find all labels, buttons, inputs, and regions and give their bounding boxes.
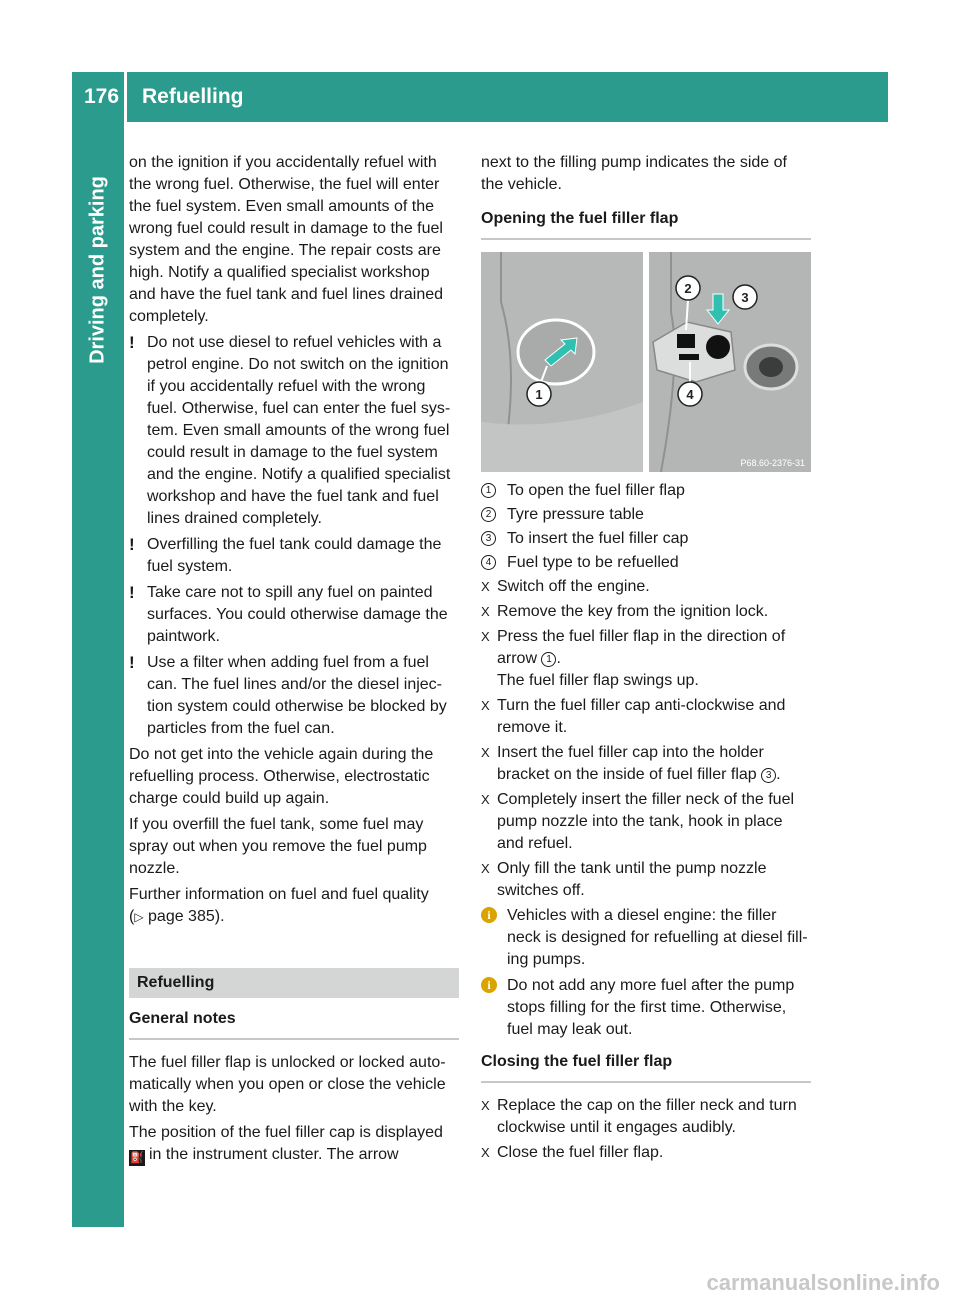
step-text: Remove the key from the ignition lock. [497, 603, 769, 620]
step-text: Completely insert the filler neck of the fuel pump nozzle into the tank, hook in place and refuel. [497, 791, 795, 852]
intro-paragraph: on the ignition if you accidentally refuel with the wrong fuel. Otherwise, the fuel will enter the fuel system. Even small amounts of the wrong fuel could result in damage to the fuel system and the engine. The repair costs are high. Notify a qualified specialist workshop and have the fuel tank and fuel lines drained completely. [129, 154, 444, 325]
legend-text: Fuel type to be refuelled [507, 554, 679, 571]
page-ref-arrow-icon: ▷ [134, 910, 144, 924]
step-text-end: . [776, 766, 781, 783]
step-marker-icon: X [481, 579, 490, 594]
warning-spill [129, 582, 459, 648]
step-item-nozzle [481, 789, 811, 855]
legend-text: To open the fuel filler flap [507, 482, 685, 499]
info-text: Vehicles with a diesel engine: the filler neck is designed for refuelling at diesel fill-ing pumps. [507, 907, 808, 968]
page-ref-open: ( [129, 908, 135, 925]
step-item [481, 1142, 811, 1164]
step-marker-icon: X [481, 861, 490, 876]
filler-neck-opening [759, 357, 783, 377]
callout-3: 3 [741, 290, 749, 305]
info-icon: i [481, 977, 497, 993]
info-text: Do not add any more fuel after the pump stops filling for the first time. Otherwise, fuel may leak out. [507, 977, 795, 1038]
warning-overfill [129, 534, 459, 578]
step-item [481, 576, 811, 598]
legend-item [481, 528, 811, 550]
step-text: Only fill the tank until the pump nozzle switches off. [497, 860, 767, 899]
watermark: carmanualsonline.info [706, 1270, 940, 1295]
step-item-press [481, 626, 811, 692]
fuel-type-label [679, 354, 699, 360]
page-header [72, 72, 888, 122]
step-text: Replace the cap on the filler neck and turn clockwise until it engages audibly. [497, 1097, 797, 1136]
legend-number: 2 [481, 507, 496, 522]
step-marker-icon: X [481, 698, 490, 713]
step-marker-icon: X [481, 604, 490, 619]
general-paragraph-2 [129, 1122, 459, 1166]
warning-text: Overfilling the fuel tank could damage the fuel system. [147, 536, 442, 575]
inline-callout-number: 1 [541, 652, 556, 667]
refuelling-heading: Refuelling [129, 968, 459, 998]
warning-icon: ! [129, 333, 135, 352]
info-icon: i [481, 907, 497, 923]
header-divider [124, 72, 127, 122]
step-marker-icon: X [481, 1145, 490, 1160]
page-ref-link[interactable]: page 385). [148, 908, 225, 925]
fuel-flap-illustration [481, 252, 811, 472]
page-number: 176 [84, 85, 120, 108]
warning-text: Use a filter when adding fuel from a fuel can. The fuel lines and/or the diesel injec-tion system could otherwise be blocked by particles from the fuel can. [147, 654, 447, 737]
general-paragraph-1: The fuel filler flap is unlocked or locked auto-matically when you open or close the vehicle with the key. [129, 1054, 446, 1115]
step-marker-icon: X [481, 792, 490, 807]
fuel-flap-figure [481, 252, 811, 472]
section-title: Refuelling [142, 85, 244, 108]
figure-code: P68.60-2376-31 [740, 458, 805, 468]
legend-item [481, 504, 811, 526]
warning-text: Take care not to spill any fuel on painted surfaces. You could otherwise damage the paintwork. [147, 584, 448, 645]
opening-heading: Opening the fuel filler flap [481, 208, 811, 240]
closing-heading: Closing the fuel filler flap [481, 1051, 811, 1083]
warning-icon: ! [129, 535, 135, 554]
fuel-pump-icon: ⛽ [130, 1152, 144, 1164]
side-tab-label: Driving and parking [86, 176, 109, 364]
further-info-text: Further information on fuel and fuel quality [129, 886, 429, 903]
step-marker-icon: X [481, 629, 490, 644]
step-item-turn [481, 695, 811, 739]
step-text: Switch off the engine. [497, 578, 650, 595]
step-result-text: The fuel filler flap swings up. [497, 672, 699, 689]
step-item-insert [481, 742, 811, 786]
step-marker-icon: X [481, 1098, 490, 1113]
filler-cap-holder [706, 335, 730, 359]
continuation-paragraph: next to the filling pump indicates the side of the vehicle. [481, 154, 787, 193]
step-text: Close the fuel filler flap. [497, 1144, 664, 1161]
warning-diesel [129, 332, 459, 530]
step-item-fill [481, 858, 811, 902]
callout-4: 4 [686, 387, 694, 402]
legend-text: Tyre pressure table [507, 506, 644, 523]
warning-text: Do not use diesel to refuel vehicles with a petrol engine. Do not switch on the ignition if you accidentally refuel with the wrong fuel. Otherwise, fuel can enter the fuel sys-tem. Even small amounts of the wrong fuel could result in damage to the fuel system and the engine. Notify a qualified specialist workshop and have the fuel tank and fuel lines drained completely. [147, 334, 451, 527]
legend-number: 4 [481, 555, 496, 570]
legend-item [481, 480, 811, 502]
static-paragraph: Do not get into the vehicle again during the refuelling process. Otherwise, electrostatic charge could build up again. [129, 746, 434, 807]
step-text-end: . [556, 650, 561, 667]
callout-2: 2 [684, 281, 692, 296]
warning-icon: ! [129, 653, 135, 672]
step-marker-icon: X [481, 745, 490, 760]
general-paragraph-2-a: The position of the fuel filler cap is displayed [129, 1124, 443, 1141]
info-note-stop [481, 975, 811, 1041]
legend-text: To insert the fuel filler cap [507, 530, 689, 547]
step-text: Turn the fuel filler cap anti-clockwise and remove it. [497, 697, 786, 736]
warning-filter [129, 652, 459, 740]
step-text: Press the fuel filler flap in the direction of arrow [497, 628, 786, 667]
legend-number: 1 [481, 483, 496, 498]
general-notes-heading: General notes [129, 1008, 459, 1040]
inline-callout-number: 3 [761, 768, 776, 783]
warning-icon: ! [129, 583, 135, 602]
tyre-pressure-label [677, 334, 695, 348]
callout-1: 1 [535, 387, 543, 402]
left-column [129, 152, 459, 1170]
general-paragraph-2-b: in the instrument cluster. The arrow [149, 1146, 399, 1163]
step-item [481, 601, 811, 623]
legend-number: 3 [481, 531, 496, 546]
step-item [481, 1095, 811, 1139]
step-text: Insert the fuel filler cap into the holder bracket on the inside of fuel filler flap [497, 744, 764, 783]
right-column [481, 152, 811, 1167]
legend-item [481, 552, 811, 574]
further-info-paragraph [129, 884, 459, 928]
overfill-paragraph: If you overfill the fuel tank, some fuel may spray out when you remove the fuel pump nozzle. [129, 816, 427, 877]
info-note-diesel [481, 905, 811, 971]
